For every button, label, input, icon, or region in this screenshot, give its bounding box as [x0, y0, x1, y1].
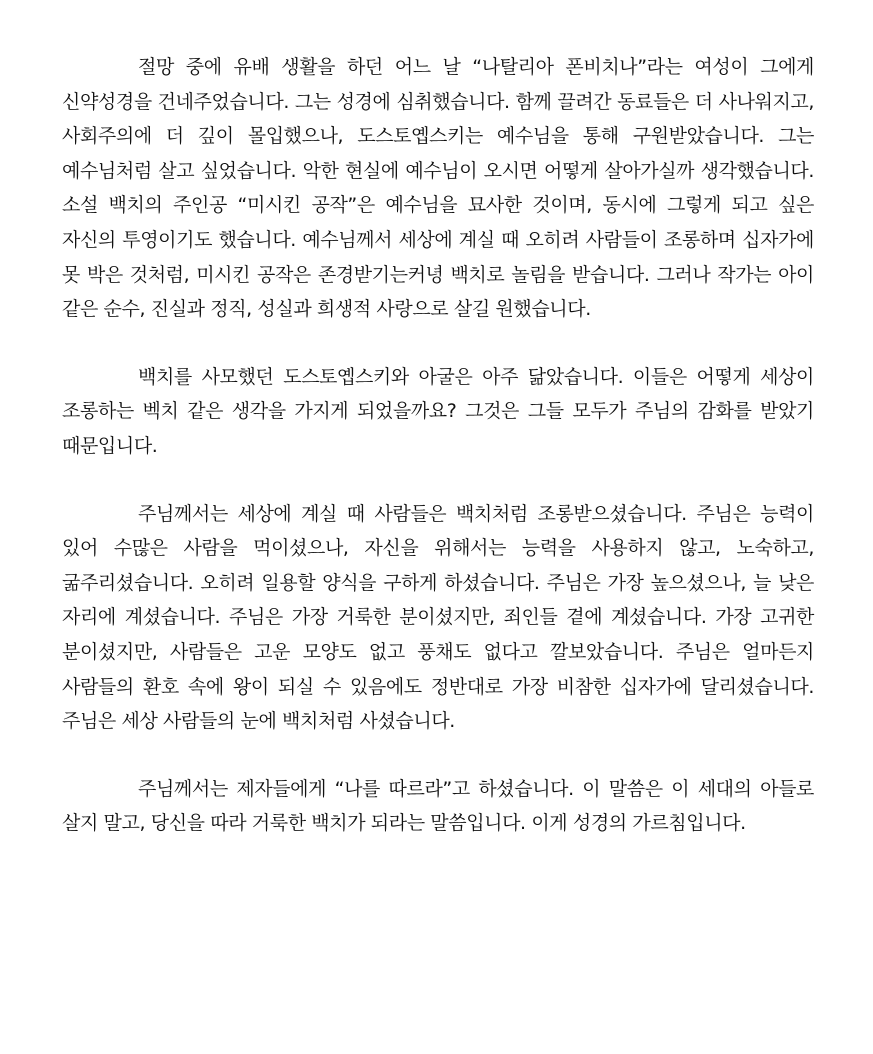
paragraph-4: 주님께서는 제자들에게 “나를 따르라”고 하셨습니다. 이 말씀은 이 세대의 아들로 살지 말고, 당신을 따라 거룩한 백치가 되라는 말씀입니다. 이게 성경의 가르침입니다. — [62, 777, 814, 835]
document-body — [62, 50, 814, 841]
paragraph-2: 백치를 사모했던 도스토옙스키와 아굴은 아주 닮았습니다. 이들은 어떻게 세상이 조롱하는 벡치 같은 생각을 가지게 되었을까요? 그것은 그들 모두가 주님의 감화를 받았기 때문입니다. — [62, 365, 814, 457]
paragraph-1: 절망 중에 유배 생활을 하던 어느 날 “나탈리아 폰비치나”라는 여성이 그에게 신약성경을 건네주었습니다. 그는 성경에 심취했습니다. 함께 끌려간 동료들은 더 사나워지고, 사회주의에 더 깊이 몰입했으나, 도스토옙스키는 예수님을 통해 구원받았습니다. 그는 예수님처럼 살고 싶었습니다. 악한 현실에 예수님이 오시면 어떻게 살아가실까 생각했습니다. 소설 백치의 주인공 “미시킨 공작”은 예수님을 묘사한 것이며, 동시에 그렇게 되고 싶은 자신의 투영이기도 했습니다. 예수님께서 세상에 계실 때 오히려 사람들이 조롱하며 십자가에 못 박은 것처럼, 미시킨 공작은 존경받기는커녕 백치로 놀림을 받습니다. 그러나 작가는 아이 같은 순수, 진실과 정직, 성실과 희생적 사랑으로 살길 원했습니다. — [62, 56, 814, 321]
paragraph-3: 주님께서는 세상에 계실 때 사람들은 백치처럼 조롱받으셨습니다. 주님은 능력이 있어 수많은 사람을 먹이셨으나, 자신을 위해서는 능력을 사용하지 않고, 노숙하고, 굶주리셨습니다. 오히려 일용할 양식을 구하게 하셨습니다. 주님은 가장 높으셨으나, 늘 낮은 자리에 계셨습니다. 주님은 가장 거룩한 분이셨지만, 죄인들 곁에 계셨습니다. 가장 고귀한 분이셨지만, 사람들은 고운 모양도 없고 풍채도 없다고 깔보았습니다. 주님은 얼마든지 사람들의 환호 속에 왕이 되실 수 있음에도 정반대로 가장 비참한 십자가에 달리셨습니다. 주님은 세상 사람들의 눈에 백치처럼 사셨습니다. — [62, 502, 814, 733]
